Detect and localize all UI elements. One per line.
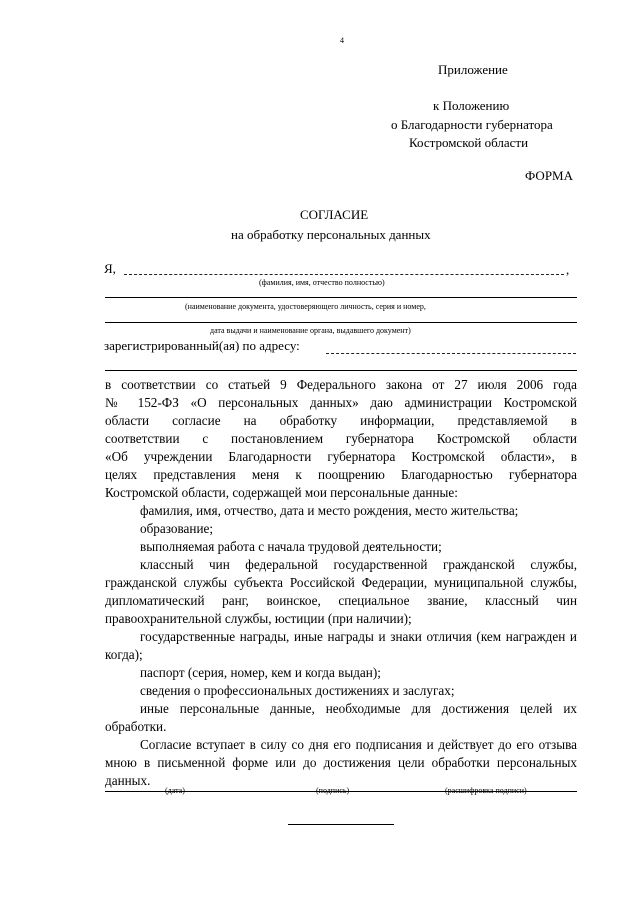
address-line	[326, 353, 576, 354]
body-line-1: в соответствии со статьей 9 Федерального закона от 27 июля 2006 года	[105, 377, 577, 392]
appendix-to: к Положению	[433, 98, 510, 113]
decode-caption: (расшифровка подписи)	[445, 786, 527, 795]
document-caption: (наименование документа, удостоверяющего личность, серия и номер,	[185, 302, 426, 311]
list-item: выполняемая работа с начала трудовой деятельности;	[140, 539, 442, 554]
signature-caption: (подпись)	[316, 786, 350, 795]
registered-label: зарегистрированный(ая) по адресу:	[104, 338, 300, 353]
i-prefix: Я,	[104, 261, 116, 276]
body-line-6: целях представления меня к поощрению Благодарностью губернатора	[105, 467, 577, 482]
body-line-7: Костромской области, содержащей мои персональные данные:	[105, 485, 458, 500]
list-item: классный чин федеральной государственной гражданской службы, гражданской службы субъекта Российской Федерации, муниципальной службы, дипломатический ранг, воинское, специальное звание, классный чин правоохранительной службы, юстиции (при наличии);	[105, 557, 577, 626]
body-line-3: области согласие на обработку информации, представляемой в	[105, 413, 577, 428]
closing-paragraph: Согласие вступает в силу со дня его подписания и действует до его отзыва мною в письменной форме или до достижения цели обработки персональных данных.	[105, 737, 577, 788]
list-item: фамилия, имя, отчество, дата и место рождения, место жительства;	[140, 503, 519, 518]
page-number: 4	[340, 36, 344, 45]
list-item: государственные награды, иные награды и знаки отличия (кем награжден и когда);	[105, 629, 577, 662]
body-line-5: «Об учреждении Благодарности губернатора Костромской области», в	[105, 449, 577, 464]
address-line-2	[105, 370, 577, 371]
appendix-title: Приложение	[438, 62, 508, 77]
appendix-line3: Костромской области	[409, 135, 529, 150]
document-line	[105, 297, 577, 298]
bottom-divider	[288, 824, 394, 825]
consent-subtitle: на обработку персональных данных	[231, 227, 431, 242]
body-line-2: № 152-ФЗ «О персональных данных» даю администрации Костромской	[105, 395, 577, 410]
body-line-4: соответствии с постановлением губернатора Костромской области	[105, 431, 577, 446]
appendix-line2: о Благодарности губернатора	[391, 117, 553, 132]
issue-line	[105, 322, 577, 323]
form-label: ФОРМА	[525, 168, 573, 183]
date-caption: (дата)	[165, 786, 185, 795]
i-suffix: ,	[566, 262, 570, 277]
fio-line	[124, 274, 564, 275]
list-item: сведения о профессиональных достижениях и заслугах;	[140, 683, 455, 698]
consent-title: СОГЛАСИЕ	[300, 207, 369, 222]
issue-caption: дата выдачи и наименование органа, выдавшего документ)	[210, 326, 411, 335]
list-item: паспорт (серия, номер, кем и когда выдан);	[140, 665, 381, 680]
list-item: иные персональные данные, необходимые для достижения целей их обработки.	[105, 701, 577, 734]
fio-caption: (фамилия, имя, отчество полностью)	[259, 278, 385, 287]
list-item: образование;	[140, 521, 214, 536]
